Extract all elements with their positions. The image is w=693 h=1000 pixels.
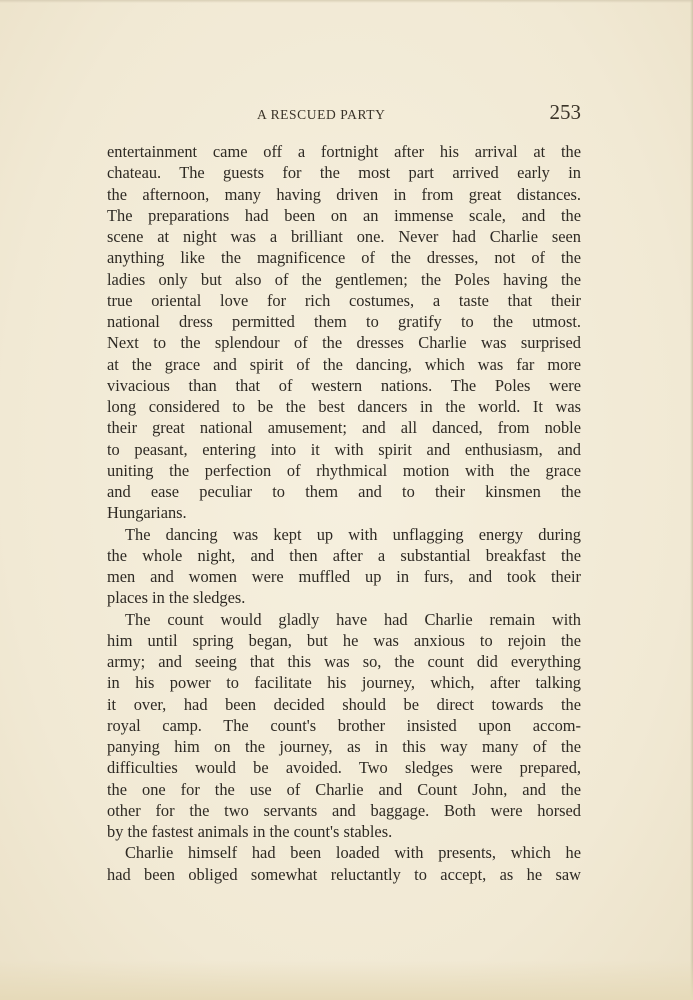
text-line: places in the sledges. xyxy=(107,588,246,608)
text-line: Hungarians. xyxy=(107,503,187,523)
text-line: Charlie himself had been loaded with presents, which he xyxy=(125,843,581,863)
text-line: army; and seeing that this was so, the count did everything xyxy=(107,652,581,671)
text-line: difficulties would be avoided. Two sledges were prepared, xyxy=(107,758,581,778)
page-bottom-shade xyxy=(0,960,693,1000)
text-line: to peasant, entering into it with spirit and enthusiasm, and xyxy=(107,439,581,459)
page-header xyxy=(107,100,581,128)
text-line: by the fastest animals in the count's stables. xyxy=(107,822,393,841)
text-line: The count would gladly have had Charlie remain with xyxy=(125,609,581,629)
text-line: chateau. The guests for the most part arrived early in xyxy=(107,163,581,183)
page-number: 253 xyxy=(549,100,581,124)
text-line: their great national amusement; and all danced, from noble xyxy=(107,418,581,438)
text-line: The dancing was kept up with unflagging energy during xyxy=(125,524,581,544)
text-line: in his power to facilitate his journey, which, after talking xyxy=(107,673,581,693)
text-line: ladies only but also of the gentlemen; the Poles having the xyxy=(107,269,581,289)
text-line: royal camp. The count's brother insisted upon accom- xyxy=(107,715,581,735)
text-line: the whole night, and then after a substantial breakfast the xyxy=(107,545,581,565)
text-line: vivacious than that of western nations. The Poles were xyxy=(107,375,581,395)
text-line: at the grace and spirit of the dancing, which was far more xyxy=(107,354,581,374)
page-top-edge xyxy=(0,0,693,3)
text-line: the one for the use of Charlie and Count John, and the xyxy=(107,779,581,799)
text-line: and ease peculiar to them and to their kinsmen the xyxy=(107,482,581,501)
text-line: uniting the perfection of rhythmical motion with the grace xyxy=(107,460,581,480)
text-line: entertainment came off a fortnight after his arrival at the xyxy=(107,142,581,161)
text-line: other for the two servants and baggage. Both were horsed xyxy=(107,800,581,820)
text-line: had been obliged somewhat reluctantly to accept, as he saw xyxy=(107,864,581,884)
running-title: A RESCUED PARTY xyxy=(257,107,386,122)
text-line: The preparations had been on an immense scale, and the xyxy=(107,205,581,225)
text-line: long considered to be the best dancers in the world. It was xyxy=(107,397,581,416)
body-text xyxy=(107,141,581,885)
text-line: him until spring began, but he was anxious to rejoin the xyxy=(107,630,581,650)
text-line: it over, had been decided should be direct towards the xyxy=(107,694,581,714)
text-line: men and women were muffled up in furs, and took their xyxy=(107,567,581,586)
text-line: panying him on the journey, as in this way many of the xyxy=(107,737,581,756)
text-line: true oriental love for rich costumes, a taste that their xyxy=(107,290,581,310)
text-line: anything like the magnificence of the dresses, not of the xyxy=(107,248,581,268)
text-line: Next to the splendour of the dresses Charlie was surprised xyxy=(107,333,581,353)
text-line: national dress permitted them to gratify to the utmost. xyxy=(107,312,581,331)
text-line: scene at night was a brilliant one. Never had Charlie seen xyxy=(107,227,581,246)
text-line: the afternoon, many having driven in from great distances. xyxy=(107,184,581,204)
